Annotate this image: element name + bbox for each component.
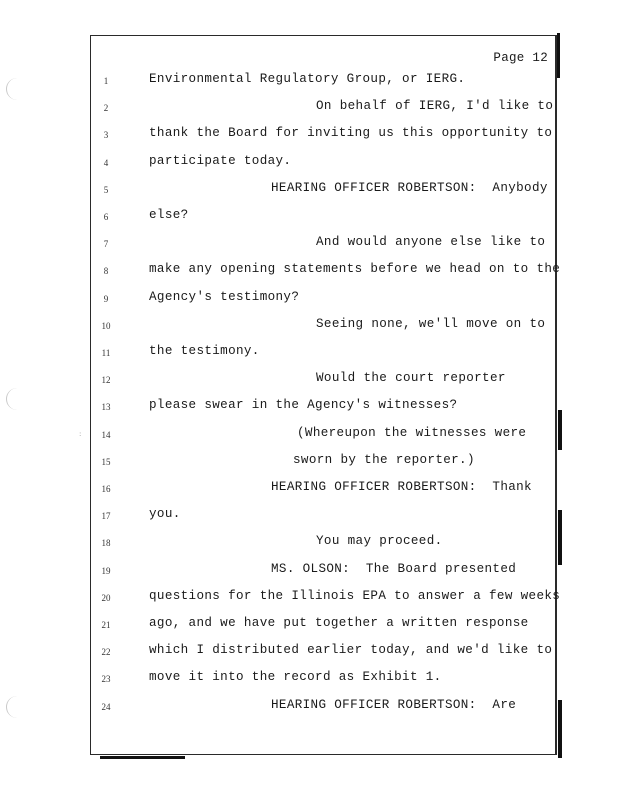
line-number: 17 <box>101 511 111 522</box>
page-number: Page 12 <box>493 51 548 65</box>
line-text: On behalf of IERG, I'd like to <box>316 99 554 114</box>
line-text: HEARING OFFICER ROBERTSON: Are <box>271 697 517 712</box>
transcript-line <box>0 181 618 201</box>
line-number: 4 <box>103 157 109 168</box>
transcript-line <box>0 154 618 174</box>
line-text: And would anyone else like to <box>316 235 546 250</box>
line-text: move it into the record as Exhibit 1. <box>149 670 442 685</box>
line-number: 21 <box>101 620 111 630</box>
line-text: you. <box>149 507 181 522</box>
transcript-line <box>0 426 618 446</box>
line-text: MS. OLSON: The Board presented <box>271 561 517 576</box>
line-number: 6 <box>103 212 109 222</box>
line-text: participate today. <box>149 153 292 168</box>
transcript-line <box>0 589 618 609</box>
transcript-line <box>0 290 618 310</box>
line-text: the testimony. <box>149 344 260 358</box>
line-number: 20 <box>101 592 111 603</box>
line-number: 16 <box>101 484 111 494</box>
transcript-line <box>0 562 618 582</box>
line-number: 15 <box>101 456 111 467</box>
transcript-line <box>0 670 618 690</box>
line-text: ago, and we have put together a written response <box>149 616 529 630</box>
transcript-line <box>0 344 618 364</box>
line-text: sworn by the reporter.) <box>293 452 475 467</box>
transcript-line <box>0 643 618 663</box>
transcript-line <box>0 534 618 554</box>
transcript-line <box>0 317 618 337</box>
margin-mark: : <box>79 430 82 438</box>
transcript-line <box>0 235 618 255</box>
line-number: 3 <box>103 130 109 141</box>
line-number: 13 <box>101 402 111 413</box>
transcript-line <box>0 507 618 527</box>
line-text: (Whereupon the witnesses were <box>297 425 527 440</box>
transcript-line <box>0 99 618 119</box>
transcript-line <box>0 371 618 391</box>
line-number: 9 <box>103 293 109 304</box>
line-number: 14 <box>101 429 111 440</box>
transcript-line <box>0 126 618 146</box>
line-number: 5 <box>103 184 109 195</box>
line-number: 10 <box>101 320 111 331</box>
line-number: 8 <box>103 266 109 277</box>
transcript-line <box>0 698 618 718</box>
line-text: make any opening statements before we head on to the <box>149 262 561 277</box>
line-text: Would the court reporter <box>316 371 506 386</box>
line-text: else? <box>149 208 189 222</box>
transcript-line <box>0 616 618 636</box>
line-number: 12 <box>101 375 111 386</box>
transcript-line <box>0 72 618 92</box>
line-text: HEARING OFFICER ROBERTSON: Thank <box>271 480 532 494</box>
line-text: Agency's testimony? <box>149 289 300 304</box>
line-text: Environmental Regulatory Group, or IERG. <box>149 72 466 86</box>
line-number: 2 <box>103 103 109 114</box>
transcript-line <box>0 480 618 500</box>
line-text: thank the Board for inviting us this opportunity to <box>149 126 553 141</box>
line-text: HEARING OFFICER ROBERTSON: Anybody <box>271 180 548 195</box>
transcript-line <box>0 262 618 282</box>
transcript-line <box>0 453 618 473</box>
line-text: please swear in the Agency's witnesses? <box>149 398 458 413</box>
line-number: 24 <box>101 701 111 712</box>
scan-edge-mark <box>100 756 185 759</box>
line-number: 19 <box>101 565 111 576</box>
line-number: 23 <box>101 674 111 685</box>
line-text: which I distributed earlier today, and we'd like to <box>149 643 553 658</box>
transcript-line <box>0 398 618 418</box>
line-number: 1 <box>103 76 109 86</box>
line-text: questions for the Illinois EPA to answer a few weeks <box>149 588 561 603</box>
transcript-line <box>0 208 618 228</box>
line-number: 18 <box>101 538 111 549</box>
line-number: 7 <box>103 239 109 250</box>
line-text: You may proceed. <box>316 534 443 549</box>
line-text: Seeing none, we'll move on to <box>316 316 546 331</box>
line-number: 11 <box>101 348 111 358</box>
line-number: 22 <box>101 647 111 658</box>
